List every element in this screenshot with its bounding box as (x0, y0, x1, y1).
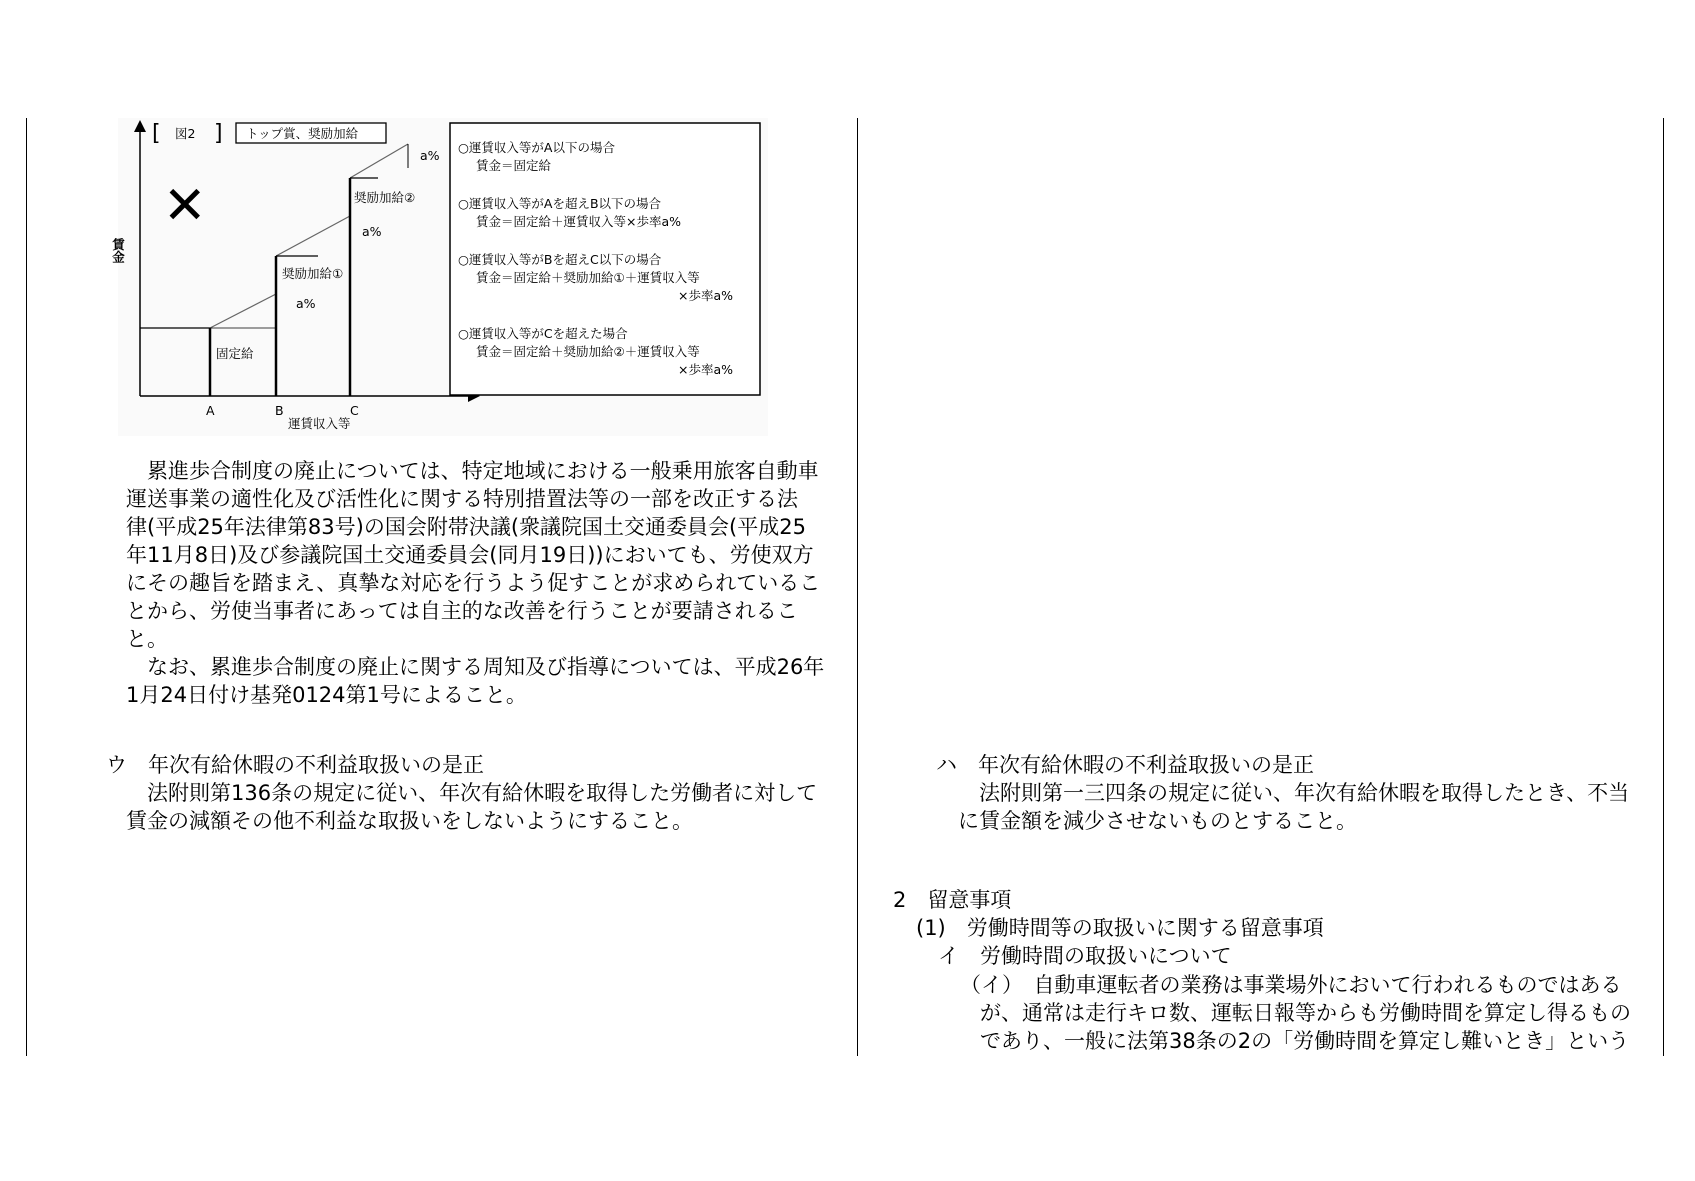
right-para-ha-line2: に賃金額を減少させないものとすること。 (958, 809, 1357, 833)
heading-i: イ 労働時間の取扱いについて (938, 944, 1232, 968)
legend-3-line2: ×歩率a% (678, 288, 734, 303)
legend-1-head: ○運賃収入等がA以下の場合 (458, 140, 615, 155)
left-border (26, 118, 27, 1056)
right-border (1663, 118, 1664, 1056)
figure-2 (110, 118, 768, 436)
figure-bracket-right: ] (214, 121, 223, 146)
left-para2-line2: 1月24日付け基発0124第1号によること。 (126, 683, 527, 707)
item-i-line2: が、通常は走行キロ数、運転日報等からも労働時間を算定し得るもの (980, 1001, 1631, 1025)
heading-ha: ハ 年次有給休暇の不利益取扱いの是正 (936, 753, 1314, 777)
wage-chart (110, 118, 768, 436)
left-para1-line2: 運送事業の適性化及び活性化に関する特別措置法等の一部を改正する法 (126, 487, 798, 511)
left-para3-line2: 賃金の減額その他不利益な取扱いをしないようにすること。 (126, 809, 693, 833)
bonus2-label: 奨励加給② (354, 190, 416, 205)
legend-1-line: 賃金＝固定給 (476, 158, 552, 173)
left-para1-line6: とから、労使当事者にあっては自主的な改善を行うことが要請されるこ (126, 599, 798, 623)
legend-2-head: ○運賃収入等がAを超えB以下の場合 (458, 196, 662, 211)
right-para-ha-line1: 法附則第一三四条の規定に従い、年次有給休暇を取得したとき、不当 (958, 781, 1630, 805)
heading-2: 2 留意事項 (893, 888, 1012, 912)
x-axis-label: 運賃収入等 (288, 416, 351, 431)
left-para3-line1: 法附則第136条の規定に従い、年次有給休暇を取得した労働者に対して (126, 781, 818, 805)
x-tick-c: C (350, 403, 359, 418)
y-axis-label: 賃金 (110, 238, 126, 263)
center-divider (857, 118, 858, 1056)
fixed-wage-label: 固定給 (216, 346, 254, 361)
item-i-line1: （イ） 自動車運転者の業務は事業場外において行われるものではある (960, 973, 1622, 997)
left-para1-line3: 律(平成25年法律第83号)の国会附帯決議(衆議院国土交通委員会(平成25 (126, 515, 806, 539)
left-para1-line4: 年11月8日)及び参議院国土交通委員会(同月19日))においても、労使双方 (126, 543, 814, 567)
rate-label-2: a% (362, 224, 382, 239)
legend-2-line: 賃金＝固定給＋運賃収入等×歩率a% (476, 214, 682, 229)
figure-bracket-left: [ (152, 121, 161, 146)
left-para1-line5: にその趣旨を踏まえ、真摯な対応を行うよう促すことが求められているこ (126, 571, 821, 595)
figure-title: トップ賞、奨励加給 (246, 126, 359, 141)
x-tick-a: A (206, 403, 215, 418)
rate-label-3: a% (420, 148, 440, 163)
legend-3-line1: 賃金＝固定給＋奨励加給①＋運賃収入等 (476, 270, 700, 285)
bonus1-label: 奨励加給① (282, 266, 344, 281)
figure-label: 図2 (175, 126, 196, 141)
heading-1: (1) 労働時間等の取扱いに関する留意事項 (916, 916, 1324, 940)
rate-label-1: a% (296, 296, 316, 311)
x-tick-b: B (275, 403, 284, 418)
left-para2-line1: なお、累進歩合制度の廃止に関する周知及び指導については、平成26年 (126, 655, 825, 679)
item-i-line3: であり、一般に法第38条の2の「労働時間を算定し難いとき」という (980, 1029, 1630, 1053)
legend-4-line2: ×歩率a% (678, 362, 734, 377)
legend-3-head: ○運賃収入等がBを超えC以下の場合 (458, 252, 662, 267)
cross-mark: ✕ (163, 176, 207, 236)
legend-4-line1: 賃金＝固定給＋奨励加給②＋運賃収入等 (476, 344, 700, 359)
heading-u: ウ 年次有給休暇の不利益取扱いの是正 (106, 753, 484, 777)
left-para1-line1: 累進歩合制度の廃止については、特定地域における一般乗用旅客自動車 (126, 459, 819, 483)
legend-4-head: ○運賃収入等がCを超えた場合 (458, 326, 628, 341)
left-para1-line7: と。 (126, 627, 168, 651)
